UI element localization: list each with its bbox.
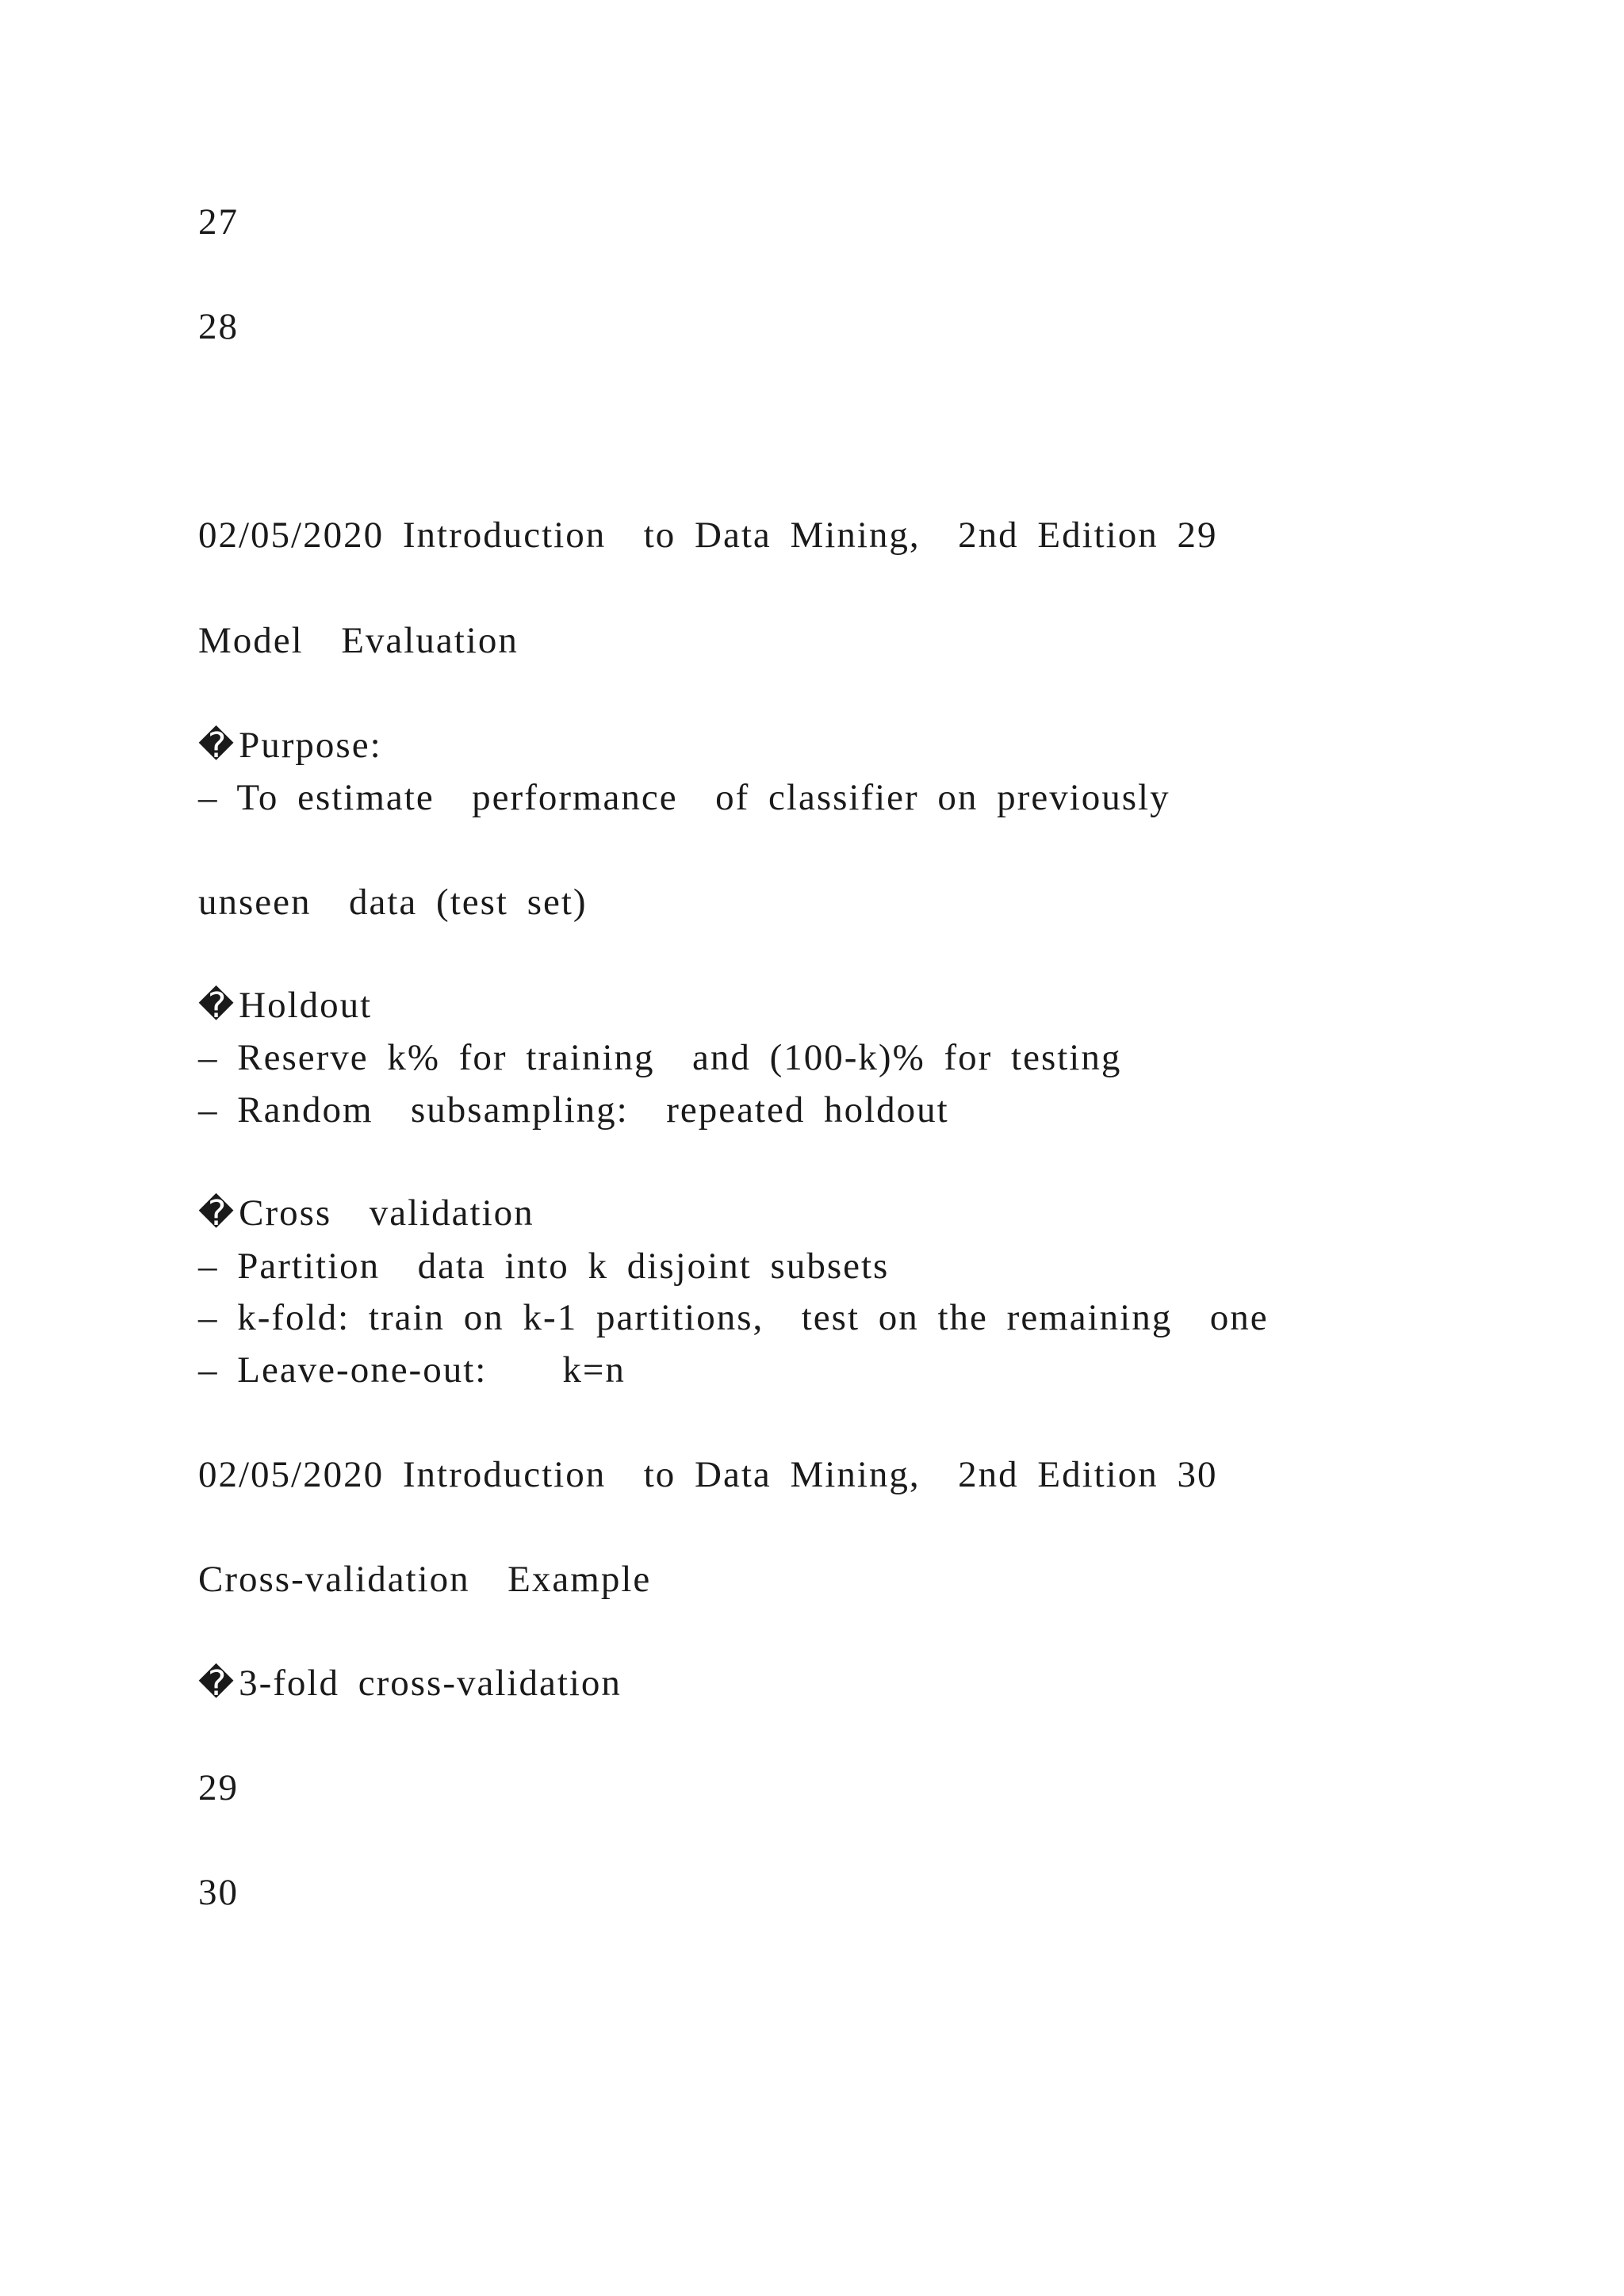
- page-number-27: 27: [198, 201, 239, 243]
- replacement-char-icon: �: [198, 1663, 236, 1704]
- cv-label: Cross validation: [239, 1192, 534, 1234]
- replacement-char-icon: �: [198, 985, 236, 1026]
- cv-line-3: – Leave-one-out: k=n: [198, 1349, 626, 1391]
- slide-30-title: Cross-validation Example: [198, 1559, 652, 1600]
- page-number-30: 30: [198, 1872, 239, 1913]
- holdout-label: Holdout: [239, 985, 373, 1026]
- cv-line-1: – Partition data into k disjoint subsets: [198, 1246, 890, 1287]
- holdout-line-2: – Random subsampling: repeated holdout: [198, 1089, 949, 1131]
- three-fold-bullet: [198, 1659, 622, 1707]
- replacement-char-icon: �: [198, 725, 236, 766]
- holdout-bullet: [198, 982, 372, 1029]
- purpose-line-2: unseen data (test set): [198, 882, 588, 923]
- three-fold-label: 3-fold cross-validation: [239, 1663, 622, 1704]
- page-number-29: 29: [198, 1767, 239, 1808]
- page-number-28: 28: [198, 306, 239, 347]
- cv-bullet: [198, 1189, 534, 1237]
- purpose-bullet: [198, 721, 382, 769]
- purpose-line-1: – To estimate performance of classifier on previously: [198, 777, 1170, 818]
- slide-29-title: Model Evaluation: [198, 620, 519, 661]
- replacement-char-icon: �: [198, 1193, 236, 1234]
- cv-line-2: – k-fold: train on k-1 partitions, test on the remaining one: [198, 1297, 1269, 1338]
- holdout-line-1: – Reserve k% for training and (100-k)% for testing: [198, 1037, 1122, 1078]
- purpose-label: Purpose:: [239, 725, 382, 766]
- slide-29-header: 02/05/2020 Introduction to Data Mining, 2nd Edition 29: [198, 515, 1218, 556]
- slide-30-header: 02/05/2020 Introduction to Data Mining, 2nd Edition 30: [198, 1454, 1218, 1495]
